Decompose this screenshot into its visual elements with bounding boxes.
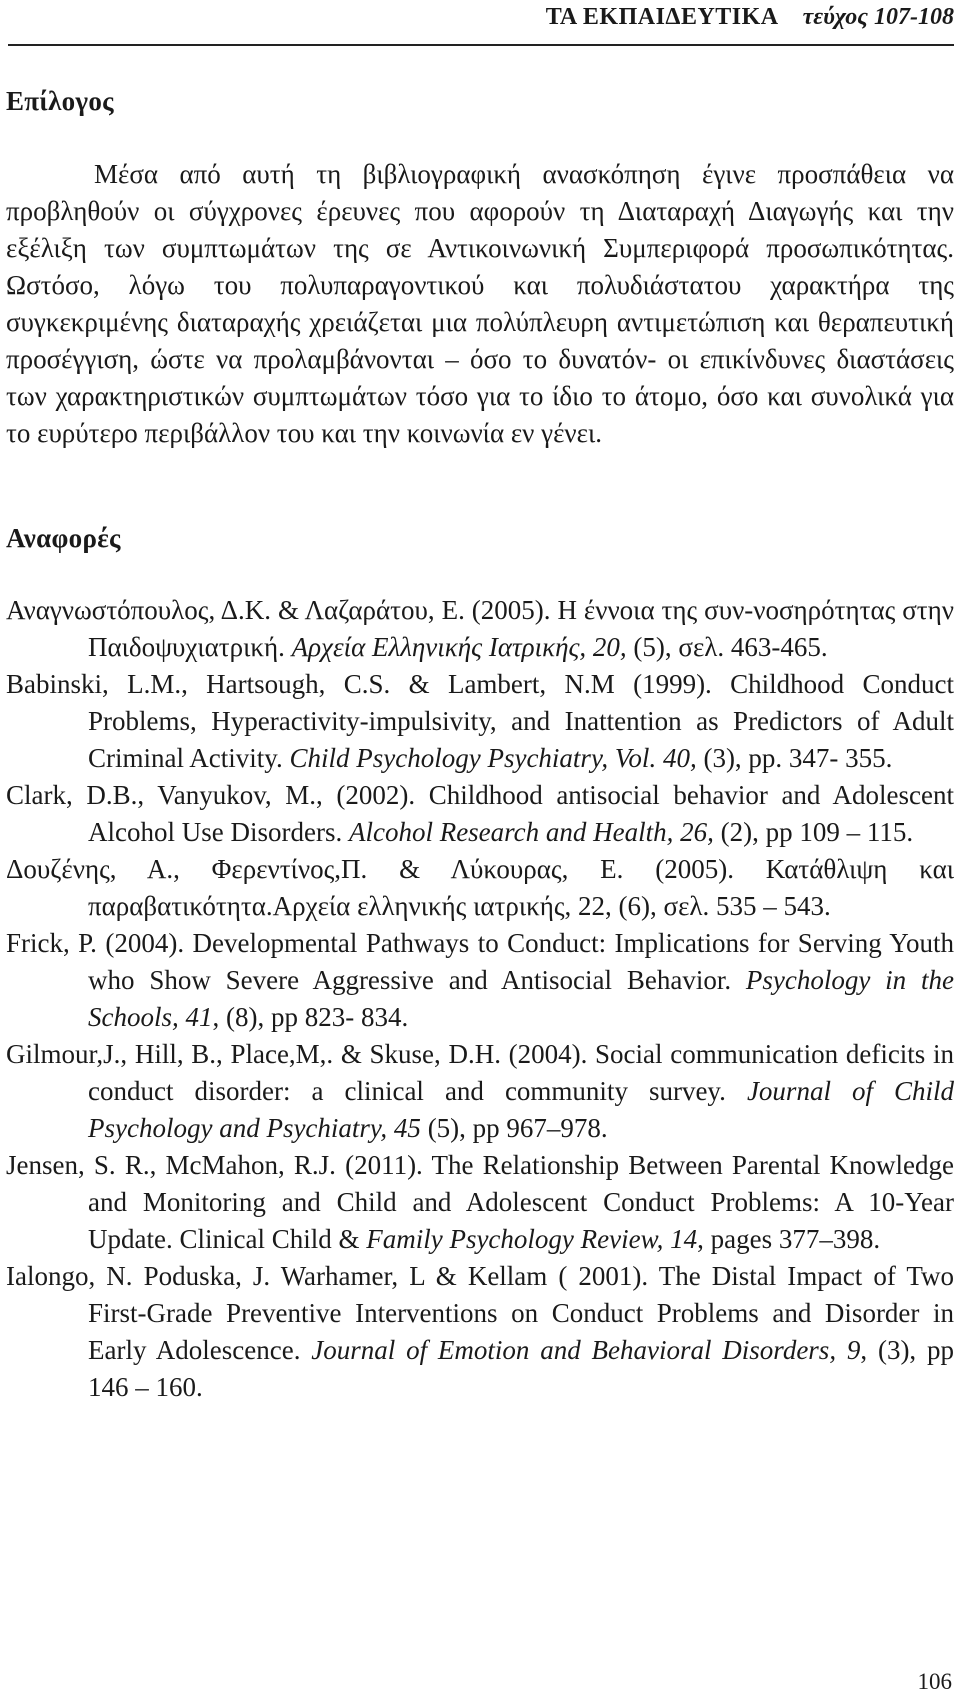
epilogue-paragraph: Μέσα από αυτή τη βιβλιογραφική ανασκόπηση έγινε προσπάθεια να προβληθούν οι σύγχρονες έρευνες που αφορούν τη Διαταραχή Διαγωγής και την εξέλιξη των συμπτωμάτων της σε Αντικοινωνική Συμπεριφορά προσωπικότητας. Ωστόσο, λόγω του πολυπαραγοντικού και πολυδιάστατου χαρακτήρα της συγκεκριμένης διαταραχής χρειάζεται μια πολύπλευρη αντιμετώπιση και θεραπευτική προσέγγιση, ώστε να προλαμβάνονται – όσο το δυνατόν- οι επικίνδυνες διαστάσεις των χαρακτηριστικών συμπτωμάτων τόσο για το ίδιο το άτομο, όσο και συνολικά για το ευρύτερο περιβάλλον του και την κοινωνία εν γένει.: [6, 159, 954, 448]
reference-source: Αρχεία Ελληνικής Ιατρικής, 20,: [291, 632, 627, 662]
reference-text: Αναγνωστόπουλος, Δ.Κ. & Λαζαράτου, Ε. (2005). Η έννοια της συν-νοσηρότητας στην Παιδοψυχιατρική.: [6, 595, 954, 662]
reference-item: [6, 1036, 954, 1147]
reference-item: [6, 666, 954, 777]
reference-details: , (3), pp 146 – 160.: [88, 1335, 954, 1402]
references-heading: Αναφορές: [6, 523, 121, 553]
reference-details: (2), pp 109 – 115.: [713, 817, 914, 847]
reference-details: (5), pp 967–978.: [420, 1113, 608, 1143]
reference-source: Journal of Child Psychology and Psychiatry, 45: [88, 1076, 954, 1143]
reference-item: [6, 777, 954, 851]
reference-text: Babinski, L.M., Hartsough, C.S. & Lambert, N.M (1999). Childhood Conduct Problems, Hyperactivity-impulsivity, and Inattention as Predictors of Adult Criminal Activity.: [6, 669, 954, 773]
reference-source: Journal of Emotion and Behavioral Disorders, 9: [311, 1335, 861, 1365]
reference-item: [6, 592, 954, 666]
page-number: 106: [917, 1669, 952, 1694]
journal-title: ΤΑ ΕΚΠΑΙΔΕΥΤΙΚΑ: [545, 4, 779, 30]
reference-details: , pages 377–398.: [697, 1224, 881, 1254]
reference-text: Jensen, S. R., McMahon, R.J. (2011). The Relationship Between Parental Knowledge and Monitoring and Child and Adolescent Conduct Problems: A 10-Year Update. Clinical Child &: [6, 1150, 954, 1254]
reference-text: Frick, P. (2004). Developmental Pathways to Conduct: Implications for Serving Youth who Show Severe Aggressive and Antisocial Behavior.: [6, 928, 954, 995]
references-list: [6, 592, 954, 1406]
epilogue-heading: Επίλογος: [6, 86, 114, 116]
reference-item: [6, 1147, 954, 1258]
reference-text: Gilmour,J., Hill, B., Place,M,. & Skuse, D.H. (2004). Social communication deficits in conduct disorder: a clinical and community survey.: [6, 1039, 954, 1106]
running-header: [8, 2, 954, 46]
reference-details: , (8), pp 823- 834.: [212, 1002, 409, 1032]
reference-details: (3), pp. 347- 355.: [696, 743, 893, 773]
reference-item: [6, 1258, 954, 1406]
reference-details: (5), σελ. 463-465.: [626, 632, 828, 662]
reference-source: Alcohol Research and Health, 26,: [348, 817, 714, 847]
reference-text: Δουζένης, Α., Φερεντίνος,Π. & Λύκουρας, Ε. (2005). Κατάθλιψη και παραβατικότητα.Αρχεία ελληνικής ιατρικής, 22, (6), σελ. 535 – 543.: [6, 854, 954, 921]
reference-item: [6, 925, 954, 1036]
reference-source: Psychology in the Schools, 41: [88, 965, 954, 1032]
reference-item: [6, 851, 954, 925]
issue-number: τεύχος 107-108: [802, 4, 954, 30]
reference-source: Family Psychology Review, 14: [366, 1224, 698, 1254]
reference-source: Child Psychology Psychiatry, Vol. 40,: [289, 743, 697, 773]
reference-text: Ialongo, N. Poduska, J. Warhamer, L & Kellam ( 2001). The Distal Impact of Two First-Grade Preventive Interventions on Conduct Problems and Disorder in Early Adolescence.: [6, 1261, 954, 1365]
reference-text: Clark, D.B., Vanyukov, M., (2002). Childhood antisocial behavior and Adolescent Alcohol Use Disorders.: [6, 780, 954, 847]
